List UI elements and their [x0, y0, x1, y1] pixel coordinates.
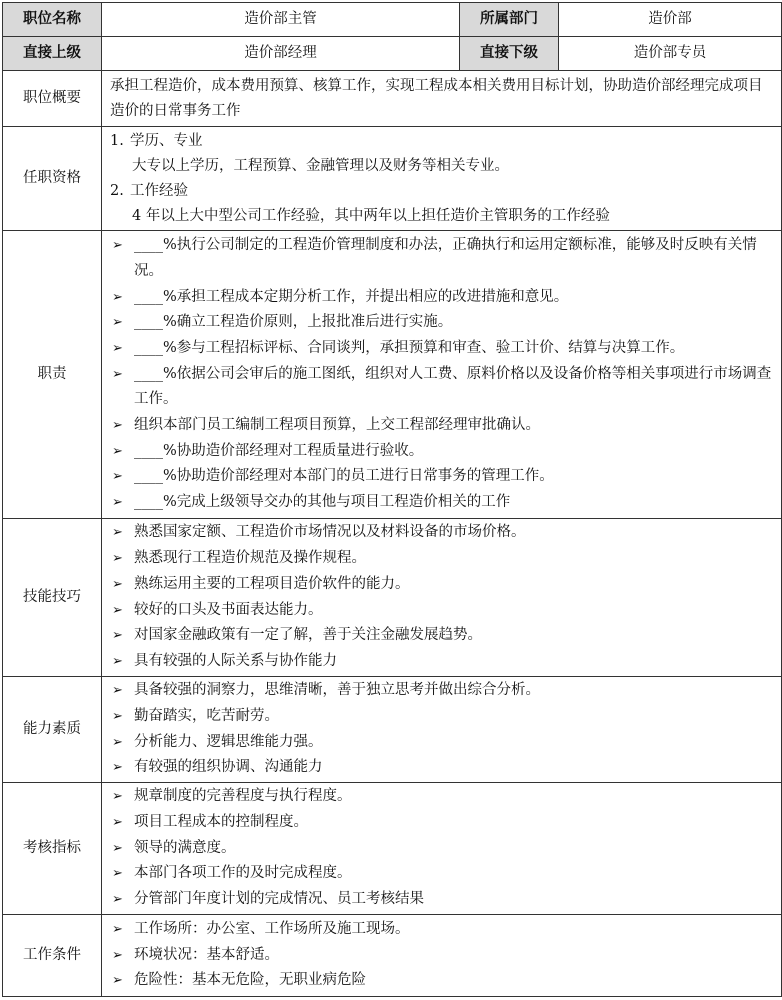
- arrow-bullet-icon: ➢: [112, 973, 123, 989]
- list-item: [110, 520, 773, 546]
- list-item: [110, 413, 773, 439]
- list-item: [110, 678, 773, 704]
- duties-row: [3, 231, 782, 519]
- skill-text: 熟练运用主要的工程项目造价软件的能力。: [134, 575, 410, 592]
- arrow-bullet-icon: ➢: [112, 443, 123, 459]
- list-item: [110, 623, 773, 649]
- list-item: [110, 730, 773, 756]
- qualifications-content: [102, 127, 782, 231]
- duty-text: ____%承担工程成本定期分析工作，并提出相应的改进措施和意见。: [134, 288, 569, 305]
- header-row-1: [3, 3, 782, 37]
- list-item: [110, 572, 773, 598]
- arrow-bullet-icon: ➢: [112, 418, 123, 434]
- skill-text: 具有较强的人际关系与协作能力: [134, 652, 337, 669]
- abilities-row: [3, 677, 782, 783]
- job-description-table: [2, 2, 782, 997]
- arrow-bullet-icon: ➢: [112, 840, 123, 856]
- summary-label: 职位概要: [3, 71, 102, 127]
- list-item: [110, 464, 773, 490]
- duty-text: ____%协助造价部经理对本部门的员工进行日常事务的管理工作。: [134, 468, 554, 485]
- arrow-bullet-icon: ➢: [112, 576, 123, 592]
- kpis-label: 考核指标: [3, 783, 102, 915]
- summary-text: 承担工程造价，成本费用预算、核算工作，实现工程成本相关费用目标计划，协助造价部经理完成项目造价的日常事务工作: [102, 71, 782, 127]
- arrow-bullet-icon: ➢: [112, 602, 123, 618]
- qualification-detail: 大专以上学历，工程预算、金融管理以及财务等相关专业。: [132, 157, 509, 174]
- list-item: [110, 362, 773, 413]
- arrow-bullet-icon: ➢: [112, 628, 123, 644]
- arrow-bullet-icon: ➢: [112, 551, 123, 567]
- skills-label: 技能技巧: [3, 519, 102, 677]
- list-item: [110, 836, 773, 862]
- conditions-list: [110, 917, 773, 994]
- arrow-bullet-icon: ➢: [112, 289, 123, 305]
- kpis-list: [110, 784, 773, 913]
- department-label: 所属部门: [460, 3, 559, 37]
- arrow-bullet-icon: ➢: [112, 469, 123, 485]
- list-item: [110, 439, 773, 465]
- kpi-text: 规章制度的完善程度与执行程度。: [134, 788, 352, 805]
- list-item: [110, 755, 773, 781]
- kpi-text: 本部门各项工作的及时完成程度。: [134, 865, 352, 882]
- qualifications-row: [3, 127, 782, 231]
- arrow-bullet-icon: ➢: [112, 892, 123, 908]
- condition-text: 危险性：基本无危险，无职业病危险: [134, 972, 366, 989]
- list-item: [110, 861, 773, 887]
- duty-text: ____%完成上级领导交办的其他与项目工程造价相关的工作: [134, 494, 511, 511]
- arrow-bullet-icon: ➢: [112, 683, 123, 699]
- ability-text: 有较强的组织协调、沟通能力: [134, 759, 323, 776]
- qualification-title: 工作经验: [130, 182, 188, 199]
- ability-text: 分析能力、逻辑思维能力强。: [134, 733, 323, 750]
- summary-row: [3, 71, 782, 127]
- kpis-content: [102, 783, 782, 915]
- arrow-bullet-icon: ➢: [112, 734, 123, 750]
- conditions-row: [3, 915, 782, 997]
- arrow-bullet-icon: ➢: [112, 921, 123, 937]
- list-item: [110, 810, 773, 836]
- skills-list: [110, 520, 773, 674]
- ability-text: 具备较强的洞察力，思维清晰，善于独立思考并做出综合分析。: [134, 682, 540, 699]
- qualification-item: [110, 129, 773, 154]
- conditions-label: 工作条件: [3, 915, 102, 997]
- kpi-text: 领导的满意度。: [134, 839, 236, 856]
- position-name-value: 造价部主管: [102, 3, 460, 37]
- list-item: [110, 233, 773, 284]
- arrow-bullet-icon: ➢: [112, 947, 123, 963]
- duty-text: ____%协助造价部经理对工程质量进行验收。: [134, 442, 424, 459]
- ability-text: 勤奋踏实，吃苦耐劳。: [134, 707, 279, 724]
- skill-text: 较好的口头及书面表达能力。: [134, 601, 323, 618]
- superior-label: 直接上级: [3, 37, 102, 71]
- qualification-item: [110, 179, 773, 204]
- subordinate-value: 造价部专员: [559, 37, 782, 71]
- arrow-bullet-icon: ➢: [112, 340, 123, 356]
- superior-value: 造价部经理: [102, 37, 460, 71]
- arrow-bullet-icon: ➢: [112, 525, 123, 541]
- list-item: [110, 943, 773, 969]
- header-row-2: [3, 37, 782, 71]
- duties-content: [102, 231, 782, 519]
- list-item: [110, 285, 773, 311]
- duty-text: ____%确立工程造价原则，上报批准后进行实施。: [134, 314, 453, 331]
- abilities-list: [110, 678, 773, 781]
- arrow-bullet-icon: ➢: [112, 814, 123, 830]
- skills-content: [102, 519, 782, 677]
- qualification-num: 1.: [110, 132, 124, 149]
- conditions-content: [102, 915, 782, 997]
- arrow-bullet-icon: ➢: [112, 866, 123, 882]
- qualification-num: 2.: [110, 182, 124, 199]
- subordinate-label: 直接下级: [460, 37, 559, 71]
- skill-text: 对国家金融政策有一定了解，善于关注金融发展趋势。: [134, 627, 482, 644]
- kpi-text: 分管部门年度计划的完成情况、员工考核结果: [134, 891, 424, 908]
- qualifications-label: 任职资格: [3, 127, 102, 231]
- arrow-bullet-icon: ➢: [112, 315, 123, 331]
- skills-row: [3, 519, 782, 677]
- arrow-bullet-icon: ➢: [112, 708, 123, 724]
- duty-text: ____%依据公司会审后的施工图纸，组织对人工费、原料价格以及设备价格等相关事项进行市场调查工作。: [134, 365, 772, 408]
- kpi-text: 项目工程成本的控制程度。: [134, 813, 308, 830]
- condition-text: 环境状况：基本舒适。: [134, 946, 279, 963]
- abilities-label: 能力素质: [3, 677, 102, 783]
- kpis-row: [3, 783, 782, 915]
- list-item: [110, 704, 773, 730]
- abilities-content: [102, 677, 782, 783]
- duty-text: 组织本部门员工编制工程项目预算，上交工程部经理审批确认。: [134, 417, 540, 434]
- duty-text: ____%执行公司制定的工程造价管理制度和办法，正确执行和运用定额标准，能够及时反映有关情况。: [134, 237, 757, 279]
- skill-text: 熟悉国家定额、工程造价市场情况以及材料设备的市场价格。: [134, 524, 526, 541]
- arrow-bullet-icon: ➢: [112, 495, 123, 511]
- arrow-bullet-icon: ➢: [112, 760, 123, 776]
- list-item: [110, 887, 773, 913]
- list-item: [110, 968, 773, 994]
- list-item: [110, 598, 773, 624]
- qualification-title: 学历、专业: [130, 132, 203, 149]
- condition-text: 工作场所：办公室、工作场所及施工现场。: [134, 920, 410, 937]
- list-item: [110, 649, 773, 675]
- duty-text: ____%参与工程招标评标、合同谈判，承担预算和审查、验工计价、结算与决算工作。: [134, 339, 685, 356]
- skill-text: 熟悉现行工程造价规范及操作规程。: [134, 550, 366, 567]
- duties-label: 职责: [3, 231, 102, 519]
- duties-list: [110, 233, 773, 516]
- department-value: 造价部: [559, 3, 782, 37]
- arrow-bullet-icon: ➢: [112, 366, 123, 382]
- list-item: [110, 336, 773, 362]
- arrow-bullet-icon: ➢: [112, 238, 123, 254]
- list-item: [110, 490, 773, 516]
- position-name-label: 职位名称: [3, 3, 102, 37]
- list-item: [110, 310, 773, 336]
- list-item: [110, 784, 773, 810]
- qualification-detail: 4 年以上大中型公司工作经验，其中两年以上担任造价主管职务的工作经验: [132, 207, 610, 224]
- list-item: [110, 917, 773, 943]
- arrow-bullet-icon: ➢: [112, 653, 123, 669]
- arrow-bullet-icon: ➢: [112, 789, 123, 805]
- list-item: [110, 546, 773, 572]
